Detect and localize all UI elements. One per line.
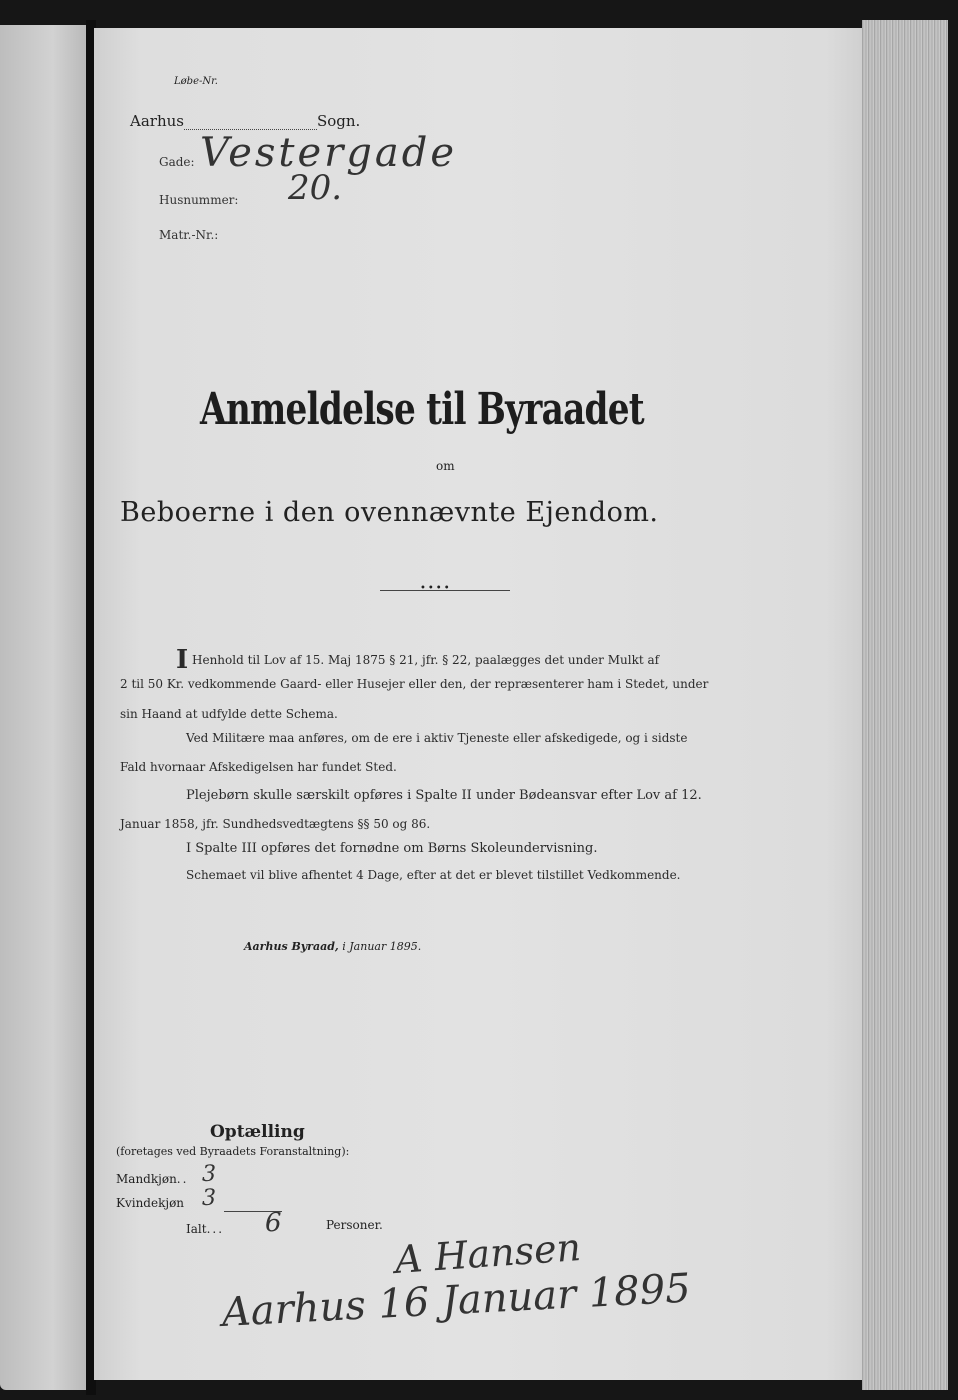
total-row: Ialt... bbox=[186, 1222, 225, 1236]
page-stack-edge bbox=[862, 20, 948, 1390]
issuer-org: Aarhus Byraad, bbox=[244, 940, 339, 953]
house-number-label: Husnummer: bbox=[159, 193, 239, 207]
handwritten-signature: A Hansen bbox=[393, 1225, 583, 1282]
body-line-1: I Henhold til Lov af 15. Maj 1875 § 21, jfr. § 22, paalægges det under Mulkt af bbox=[176, 645, 660, 675]
lobe-nr-label: Løbe-Nr. bbox=[174, 76, 218, 87]
parish-line bbox=[130, 112, 360, 130]
left-page-edge bbox=[0, 25, 88, 1390]
house-number-value: 20. bbox=[288, 168, 343, 208]
total-value: 6 bbox=[265, 1208, 282, 1238]
count-heading: Optælling bbox=[210, 1122, 305, 1142]
body-line-7: Januar 1858, jfr. Sundhedsvedtægtens §§ 50 og 86. bbox=[120, 817, 431, 831]
male-value: 3 bbox=[202, 1162, 216, 1187]
title-om: om bbox=[436, 459, 455, 473]
street-value: Vestergade bbox=[200, 130, 458, 176]
body-line-6: Plejebørn skulle særskilt opføres i Spalte II under Bødeansvar efter Lov af 12. bbox=[186, 788, 702, 803]
divider-dots: •••• bbox=[420, 583, 452, 594]
handwritten-place-date: Aarhus 16 Januar 1895 bbox=[220, 1265, 692, 1336]
street-label: Gade: bbox=[159, 155, 195, 169]
issuer-line bbox=[244, 940, 421, 953]
body-line-9: Schemaet vil blive afhentet 4 Dage, efter at det er blevet tilstillet Vedkommende. bbox=[186, 868, 681, 882]
matr-label: Matr.-Nr.: bbox=[159, 228, 219, 242]
body-line-2: 2 til 50 Kr. vedkommende Gaard- eller Husejer eller den, der repræsenterer ham i Stedet, under bbox=[120, 677, 709, 691]
body-line-4: Ved Militære maa anføres, om de ere i aktiv Tjeneste eller afskedigede, og i sidste bbox=[186, 731, 688, 745]
persons-label: Personer. bbox=[326, 1218, 383, 1232]
subtitle: Beboerne i den ovennævnte Ejendom. bbox=[120, 497, 659, 528]
male-row: Mandkjøn.. bbox=[116, 1172, 189, 1186]
parish-prefix: Aarhus bbox=[130, 112, 184, 130]
count-note: (foretages ved Byraadets Foranstaltning): bbox=[116, 1145, 350, 1158]
male-label: Mandkjøn bbox=[116, 1172, 177, 1186]
female-value: 3 bbox=[202, 1186, 216, 1211]
female-row bbox=[116, 1196, 184, 1210]
body-line-3: sin Haand at udfylde dette Schema. bbox=[120, 707, 338, 721]
body-line-8: I Spalte III opføres det fornødne om Børns Skoleundervisning. bbox=[186, 841, 598, 856]
main-title: Anmeldelse til Byraadet bbox=[200, 384, 644, 435]
female-label: Kvindekjøn bbox=[116, 1196, 185, 1210]
body-line-5: Fald hvornaar Afskedigelsen har fundet Sted. bbox=[120, 760, 397, 774]
parish-suffix: Sogn. bbox=[316, 112, 361, 130]
total-label: Ialt bbox=[186, 1222, 207, 1236]
issuer-date: i Januar 1895. bbox=[342, 940, 422, 953]
body-line-1-text: Henhold til Lov af 15. Maj 1875 § 21, jfr. § 22, paalægges det under Mulkt af bbox=[192, 653, 660, 667]
